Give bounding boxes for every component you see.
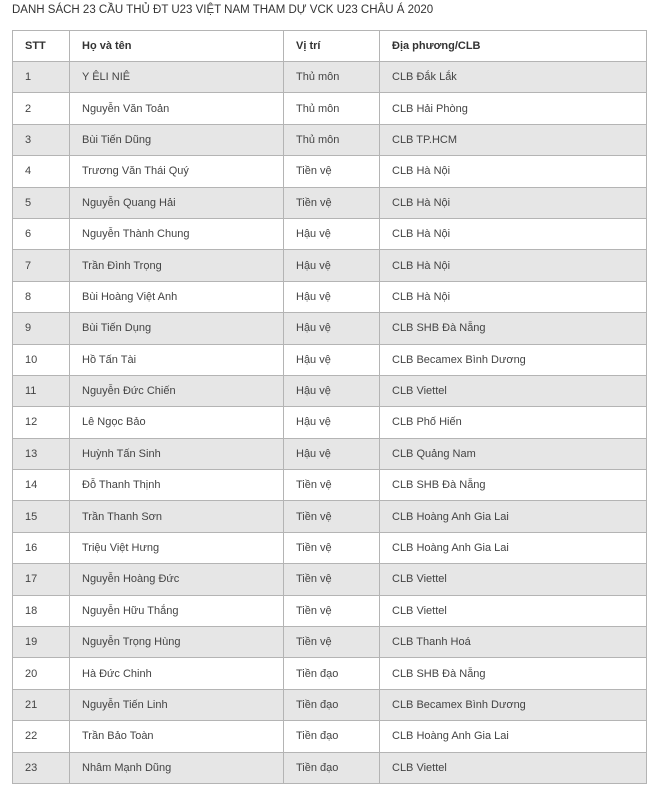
cell-stt: 23 xyxy=(13,752,70,783)
cell-name: Bùi Tiến Dũng xyxy=(70,124,284,155)
cell-stt: 7 xyxy=(13,250,70,281)
roster-table xyxy=(12,30,647,784)
cell-name: Đỗ Thanh Thịnh xyxy=(70,470,284,501)
cell-club: CLB Hà Nội xyxy=(380,218,647,249)
cell-stt: 4 xyxy=(13,156,70,187)
cell-name: Trần Thanh Sơn xyxy=(70,501,284,532)
cell-stt: 14 xyxy=(13,470,70,501)
table-row xyxy=(13,187,647,218)
cell-position: Tiền vệ xyxy=(284,187,380,218)
header-stt: STT xyxy=(13,31,70,62)
table-row xyxy=(13,62,647,93)
cell-stt: 1 xyxy=(13,62,70,93)
cell-stt: 17 xyxy=(13,564,70,595)
cell-stt: 15 xyxy=(13,501,70,532)
cell-club: CLB TP.HCM xyxy=(380,124,647,155)
cell-name: Hà Đức Chinh xyxy=(70,658,284,689)
cell-club: CLB Thanh Hoá xyxy=(380,627,647,658)
table-row xyxy=(13,689,647,720)
table-row xyxy=(13,344,647,375)
cell-stt: 10 xyxy=(13,344,70,375)
table-row xyxy=(13,124,647,155)
cell-position: Tiền vệ xyxy=(284,156,380,187)
cell-position: Tiền vệ xyxy=(284,564,380,595)
cell-stt: 19 xyxy=(13,627,70,658)
cell-position: Tiền đạo xyxy=(284,689,380,720)
cell-stt: 8 xyxy=(13,281,70,312)
cell-name: Y ÊLI NIÊ xyxy=(70,62,284,93)
cell-club: CLB Becamex Bình Dương xyxy=(380,344,647,375)
cell-stt: 9 xyxy=(13,313,70,344)
cell-position: Tiền vệ xyxy=(284,470,380,501)
cell-position: Tiền đạo xyxy=(284,721,380,752)
cell-position: Tiền vệ xyxy=(284,627,380,658)
table-row xyxy=(13,501,647,532)
table-header-row xyxy=(13,31,647,62)
cell-position: Thủ môn xyxy=(284,93,380,124)
cell-name: Lê Ngọc Bảo xyxy=(70,407,284,438)
table-row xyxy=(13,595,647,626)
table-row xyxy=(13,407,647,438)
table-row xyxy=(13,438,647,469)
table-row xyxy=(13,627,647,658)
cell-club: CLB Viettel xyxy=(380,752,647,783)
cell-name: Triệu Việt Hưng xyxy=(70,532,284,563)
cell-club: CLB Viettel xyxy=(380,375,647,406)
cell-club: CLB Phố Hiến xyxy=(380,407,647,438)
table-row xyxy=(13,250,647,281)
table-row xyxy=(13,313,647,344)
cell-club: CLB Hoàng Anh Gia Lai xyxy=(380,532,647,563)
cell-name: Nguyễn Đức Chiến xyxy=(70,375,284,406)
cell-stt: 11 xyxy=(13,375,70,406)
cell-name: Nguyễn Tiến Linh xyxy=(70,689,284,720)
cell-stt: 2 xyxy=(13,93,70,124)
table-row xyxy=(13,218,647,249)
cell-position: Hậu vệ xyxy=(284,281,380,312)
cell-stt: 16 xyxy=(13,532,70,563)
table-row xyxy=(13,564,647,595)
cell-position: Hậu vệ xyxy=(284,250,380,281)
table-row xyxy=(13,470,647,501)
table-row xyxy=(13,721,647,752)
cell-position: Hậu vệ xyxy=(284,438,380,469)
roster-body xyxy=(13,62,647,784)
header-position: Vị trí xyxy=(284,31,380,62)
cell-club: CLB SHB Đà Nẵng xyxy=(380,313,647,344)
cell-position: Thủ môn xyxy=(284,124,380,155)
table-row xyxy=(13,752,647,783)
cell-club: CLB Hà Nội xyxy=(380,281,647,312)
page-title: DANH SÁCH 23 CẦU THỦ ĐT U23 VIỆT NAM THAM DỰ VCK U23 CHÂU Á 2020 xyxy=(12,4,434,16)
cell-club: CLB Hà Nội xyxy=(380,156,647,187)
cell-club: CLB Viettel xyxy=(380,564,647,595)
cell-stt: 5 xyxy=(13,187,70,218)
table-row xyxy=(13,658,647,689)
cell-club: CLB Quảng Nam xyxy=(380,438,647,469)
cell-position: Tiền vệ xyxy=(284,532,380,563)
header-club: Địa phương/CLB xyxy=(380,31,647,62)
cell-name: Nguyễn Thành Chung xyxy=(70,218,284,249)
cell-stt: 3 xyxy=(13,124,70,155)
cell-position: Hậu vệ xyxy=(284,407,380,438)
cell-name: Trần Đình Trọng xyxy=(70,250,284,281)
table-row xyxy=(13,156,647,187)
cell-club: CLB SHB Đà Nẵng xyxy=(380,470,647,501)
cell-club: CLB Becamex Bình Dương xyxy=(380,689,647,720)
cell-club: CLB SHB Đà Nẵng xyxy=(380,658,647,689)
cell-name: Nguyễn Văn Toản xyxy=(70,93,284,124)
cell-name: Bùi Tiến Dụng xyxy=(70,313,284,344)
table-row xyxy=(13,532,647,563)
cell-stt: 12 xyxy=(13,407,70,438)
header-name: Họ và tên xyxy=(70,31,284,62)
cell-position: Tiền vệ xyxy=(284,501,380,532)
cell-stt: 21 xyxy=(13,689,70,720)
cell-name: Nhâm Mạnh Dũng xyxy=(70,752,284,783)
cell-position: Tiền vệ xyxy=(284,595,380,626)
cell-stt: 6 xyxy=(13,218,70,249)
cell-name: Nguyễn Trọng Hùng xyxy=(70,627,284,658)
cell-position: Hậu vệ xyxy=(284,313,380,344)
table-row xyxy=(13,281,647,312)
cell-position: Tiền đạo xyxy=(284,658,380,689)
cell-club: CLB Đắk Lắk xyxy=(380,62,647,93)
cell-stt: 22 xyxy=(13,721,70,752)
cell-position: Thủ môn xyxy=(284,62,380,93)
cell-name: Nguyễn Quang Hải xyxy=(70,187,284,218)
cell-club: CLB Viettel xyxy=(380,595,647,626)
cell-position: Hậu vệ xyxy=(284,218,380,249)
cell-name: Nguyễn Hữu Thắng xyxy=(70,595,284,626)
cell-club: CLB Hà Nội xyxy=(380,187,647,218)
cell-club: CLB Hải Phòng xyxy=(380,93,647,124)
cell-club: CLB Hoàng Anh Gia Lai xyxy=(380,501,647,532)
cell-stt: 13 xyxy=(13,438,70,469)
cell-position: Tiền đạo xyxy=(284,752,380,783)
cell-name: Huỳnh Tấn Sinh xyxy=(70,438,284,469)
cell-position: Hậu vệ xyxy=(284,375,380,406)
cell-name: Bùi Hoàng Việt Anh xyxy=(70,281,284,312)
cell-club: CLB Hoàng Anh Gia Lai xyxy=(380,721,647,752)
cell-stt: 20 xyxy=(13,658,70,689)
cell-name: Hồ Tấn Tài xyxy=(70,344,284,375)
table-row xyxy=(13,375,647,406)
cell-name: Trần Bảo Toàn xyxy=(70,721,284,752)
cell-name: Trương Văn Thái Quý xyxy=(70,156,284,187)
cell-stt: 18 xyxy=(13,595,70,626)
table-row xyxy=(13,93,647,124)
cell-club: CLB Hà Nội xyxy=(380,250,647,281)
cell-position: Hậu vệ xyxy=(284,344,380,375)
cell-name: Nguyễn Hoàng Đức xyxy=(70,564,284,595)
